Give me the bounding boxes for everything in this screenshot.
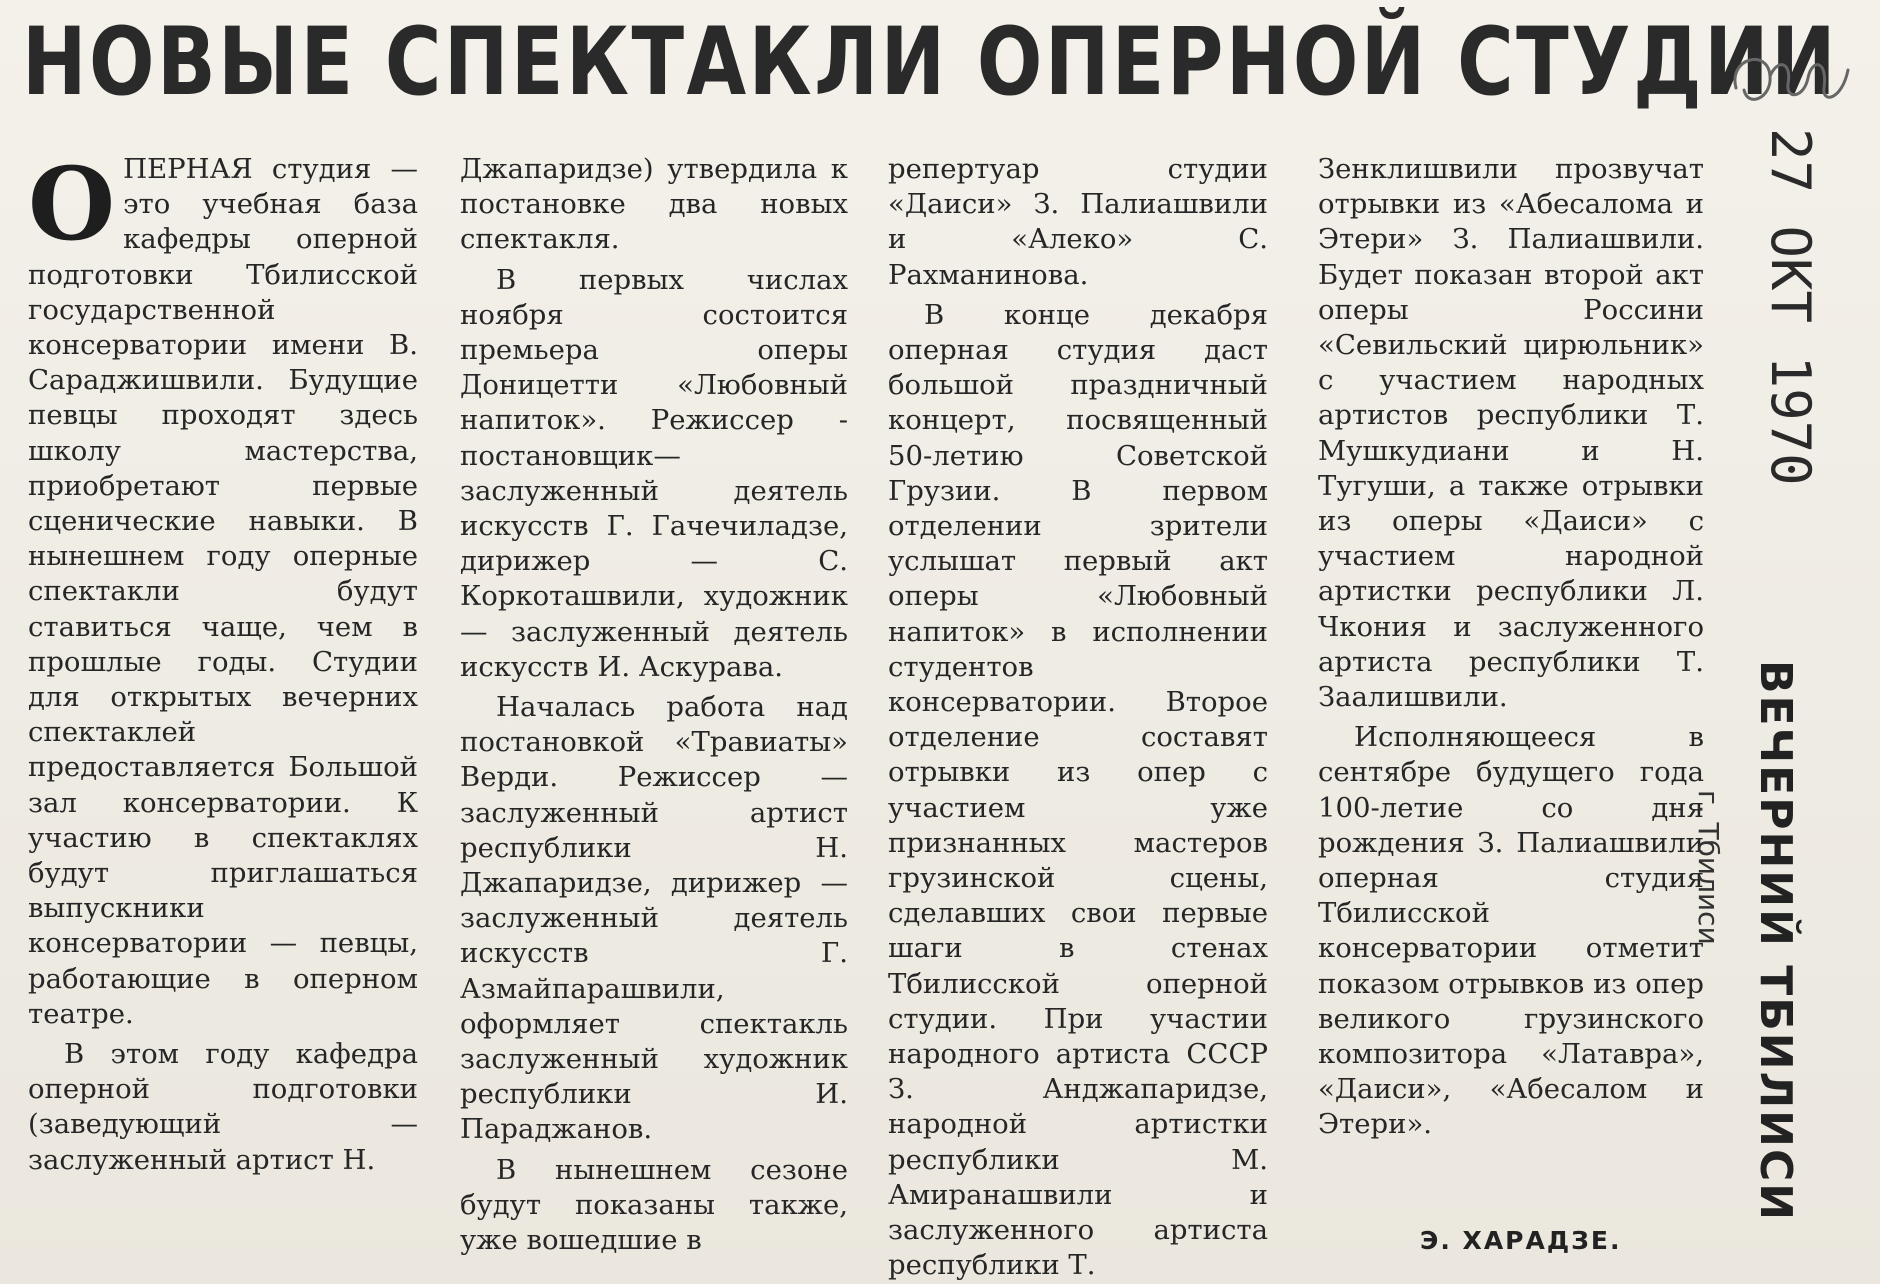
city-stamp: г. Тбилиси [1692, 790, 1725, 945]
article-paragraph: В нынешнем сезоне будут показаны также, уже вошедшие в [460, 1153, 848, 1257]
article-paragraph: Началась работа над постановкой «Травиаты» Верди. Режиссер — заслуженный артист республики Н. Джапаридзе, дирижер — заслуженный деятель искусств Г. Азмайпарашвили, оформляет спектакль заслуженный художник республики И. Параджанов. [460, 691, 848, 1146]
article-paragraph: В первых числах ноября состоится премьера оперы Доницетти «Любовный напиток». Режиссер - постановщик—заслуженный деятель искусств Г. Гачечиладзе, дирижер — С. Коркоташвили, художник — заслуженный деятель искусств И. Аскурава. [460, 263, 848, 683]
article-headline: НОВЫЕ СПЕКТАКЛИ ОПЕРНОЙ СТУДИИ [22, 8, 1839, 117]
drop-cap: О [28, 145, 116, 263]
article-paragraph: Джапаридзе) утвердила к постановке два новых спектакля. [460, 153, 848, 256]
article-paragraph: ПЕРНАЯ студия — это учебная база кафедры оперной подготовки Тбилисской государственной консерватории имени В. Сараджишвили. Будущие певцы проходят здесь школу мастерства, приобретают первые сценические навыки. В нынешнем году оперные спектакли будут ставиться чаще, чем в прошлые годы. Студии для открытых вечерних спектаклей предоставляется Большой зал консерватории. К участию в спектаклях будут приглашаться выпускники консерватории — певцы, работающие в оперном театре. [28, 153, 418, 1030]
article-author: Э. ХАРАДЗЕ. [1420, 1226, 1622, 1255]
article-column-3 [888, 152, 1268, 1284]
article-paragraph: Зенклишвили прозвучат отрывки из «Абесалома и Этери» З. Палиашвили. Будет показан второй акт оперы Россини «Севильский цирюльник» с участием народных артистов республики Т. Мушкудиани и Н. Тугуши, а также отрывки из оперы «Даиси» с участием народной артистки республики Л. Чкония и заслуженного артиста республики Т. Заалишвили. [1318, 153, 1704, 714]
article-column-4 [1318, 152, 1704, 1143]
article-column-1 [28, 145, 418, 1178]
article-column-2 [460, 152, 848, 1258]
newspaper-name-stamp: ВЕЧЕРНИЙ ТБИЛИСИ [1750, 660, 1801, 1223]
article-paragraph: В конце декабря оперная студия даст большой праздничный концерт, посвященный 50-летию Советской Грузии. В первом отделении зрители услышат первый акт оперы «Любовный напиток» в исполнении студентов консерватории. Второе отделение составят отрывки из опер с участием уже признанных мастеров грузинской сцены, сделавших свои первые шаги в стенах Тбилисской оперной студии. При участии народного артиста СССР З. Анджапаридзе, народной артистки республики М. Амиранашвили и заслуженного артиста республики Т. [888, 298, 1268, 1282]
article-paragraph: репертуар студии «Даиси» З. Палиашвили и «Алеко» С. Рахманинова. [888, 153, 1268, 291]
article-paragraph: В этом году кафедра оперной подготовки (заведующий — заслуженный артист Н. [28, 1038, 418, 1176]
date-stamp: 27 ОКТ 1970 [1759, 128, 1822, 486]
handwritten-signature [1708, 18, 1868, 128]
article-paragraph: Исполняющееся в сентябре будущего года 100-летие со дня рождения З. Палиашвили оперная студия Тбилисской консерватории отметит показом отрывков из опер великого грузинского композитора «Латавра», «Даиси», «Абесалом и Этери». [1318, 721, 1704, 1141]
